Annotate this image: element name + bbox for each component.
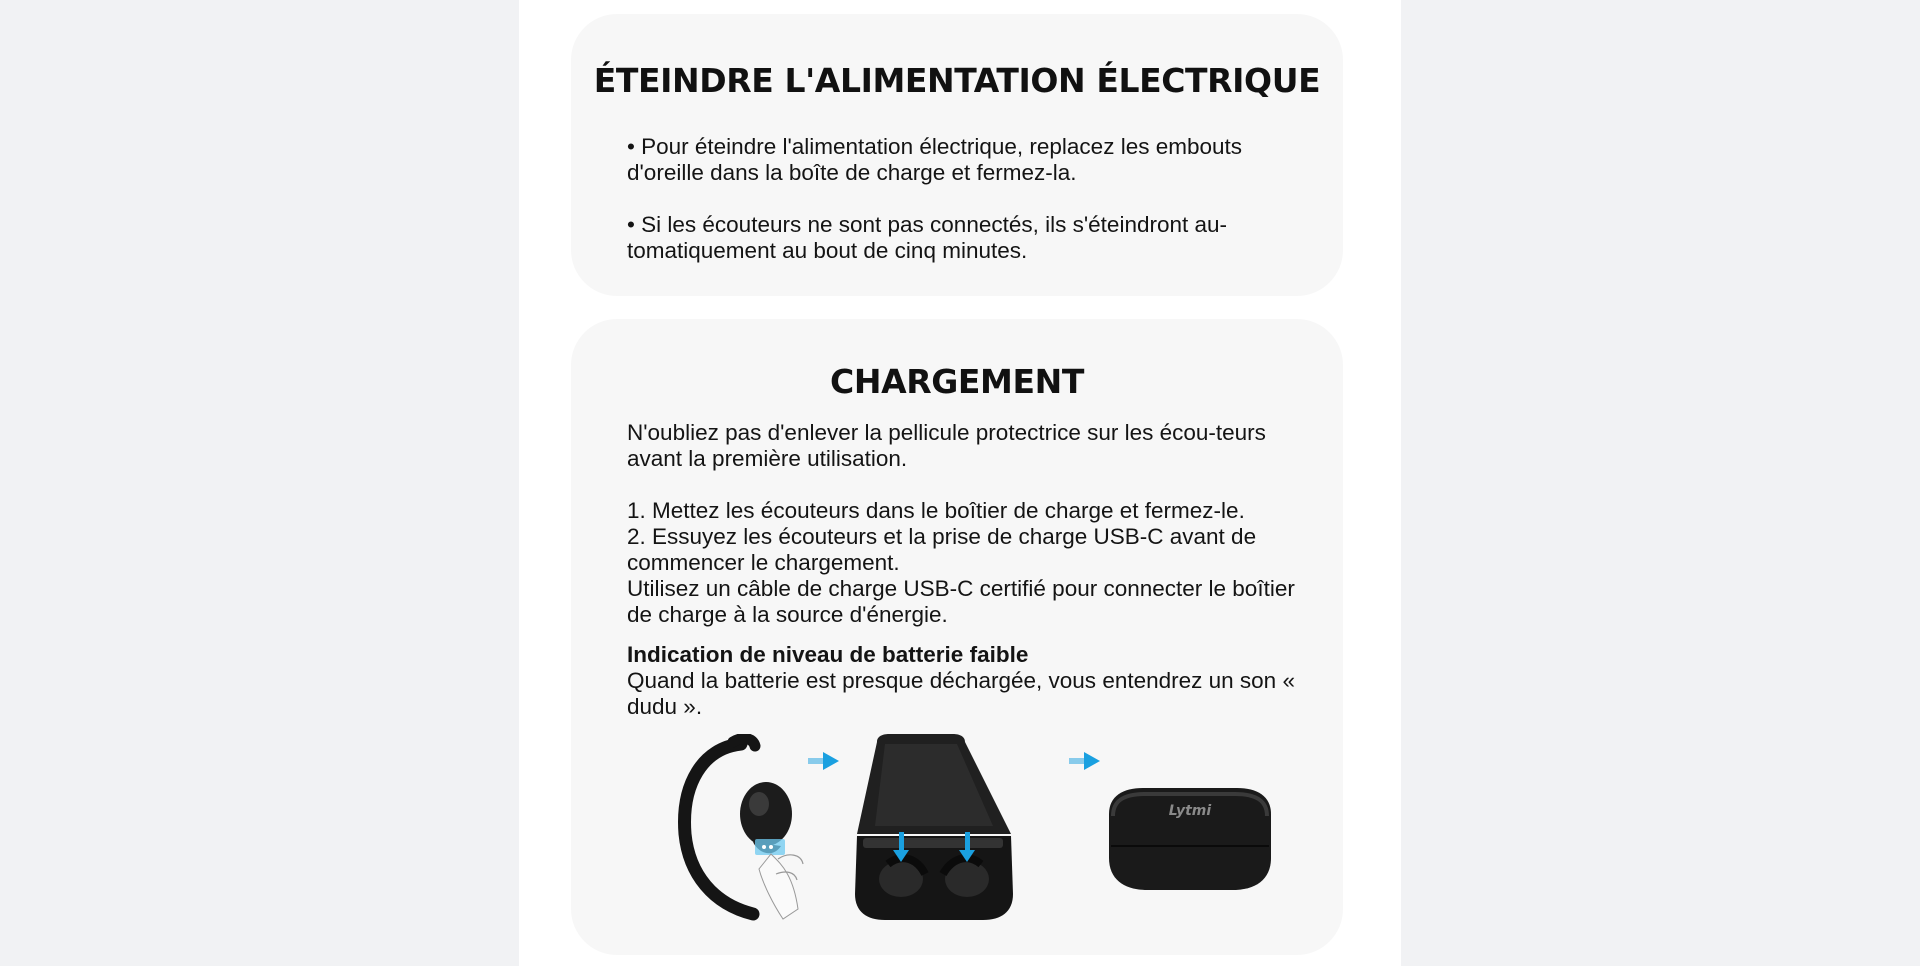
charging-card bbox=[571, 319, 1343, 955]
low-battery-text: Quand la batterie est presque déchargée, vous entendrez un son « dudu ». bbox=[627, 668, 1295, 719]
power-off-bullet-2: • Si les écouteurs ne sont pas connectés, ils s'éteindront au-tomatiquement au bout de cinq minutes. bbox=[627, 212, 1228, 263]
power-off-card bbox=[571, 14, 1343, 296]
charging-step-1: 1. Mettez les écouteurs dans le boîtier de charge et fermez-le. bbox=[627, 498, 1245, 523]
earbud-with-hand-image bbox=[685, 739, 803, 919]
low-battery-block bbox=[627, 642, 1307, 720]
page-column bbox=[519, 0, 1401, 966]
charging-title: CHARGEMENT bbox=[830, 362, 1084, 401]
arrow-right-icon bbox=[808, 752, 839, 770]
charging-step-2: 2. Essuyez les écouteurs et la prise de charge USB-C avant de commencer le chargement. bbox=[627, 524, 1257, 575]
closed-charging-case-image bbox=[1109, 788, 1271, 890]
power-off-bullet-1: • Pour éteindre l'alimentation électrique, replacez les embouts d'oreille dans la boîte de charge et fermez-la. bbox=[627, 134, 1243, 185]
arrow-right-icon bbox=[1069, 752, 1100, 770]
case-logo: Lytmi bbox=[1168, 803, 1212, 819]
charging-intro: N'oubliez pas d'enlever la pellicule protectrice sur les écou-teurs avant la première utilisation. bbox=[627, 420, 1266, 471]
power-off-title: ÉTEINDRE L'ALIMENTATION ÉLECTRIQUE bbox=[593, 61, 1321, 100]
open-charging-case-image bbox=[855, 734, 1013, 920]
charging-illustration bbox=[663, 734, 1283, 944]
charging-step-3: Utilisez un câble de charge USB-C certifié pour connecter le boîtier de charge à la source d'énergie. bbox=[627, 576, 1295, 627]
charging-steps bbox=[627, 498, 1307, 628]
low-battery-heading: Indication de niveau de batterie faible bbox=[627, 642, 1029, 667]
